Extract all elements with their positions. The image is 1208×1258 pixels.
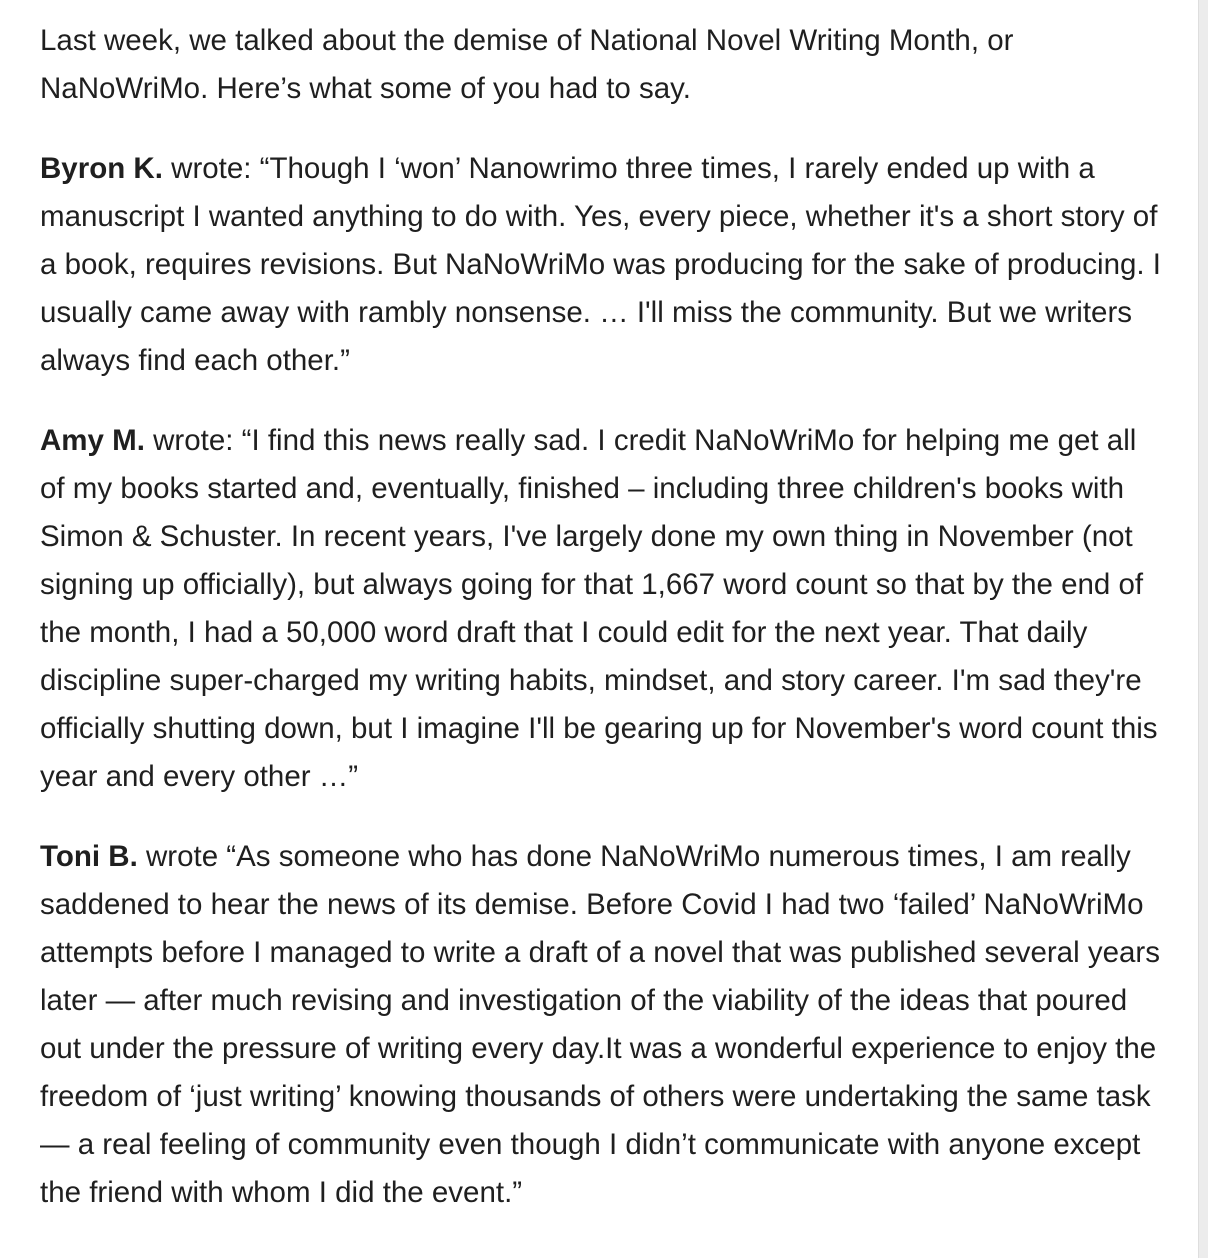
- intro-paragraph: Last week, we talked about the demise of National Novel Writing Month, or NaNoWriMo. Here’s what some of you had to say.: [40, 24, 1014, 105]
- comment-text: wrote “As someone who has done NaNoWriMo numerous times, I am really saddened to hear the news of its demise. Before Covid I had two ‘failed’ NaNoWriMo attempts before I managed to write a draft of a novel that was published several years later — after much revising and investigation of the viability of the ideas that poured out under the pressure of writing every day.It was a wonderful experience to enjoy the freedom of ‘just writing’ knowing thousands of others were undertaking the same task — a real feeling of community even though I didn’t communicate with anyone except the friend with whom I did the event.”: [40, 840, 1160, 1209]
- comment-author: Amy M.: [40, 424, 145, 457]
- comment-author: Byron K.: [40, 152, 163, 185]
- comment-text: wrote: “Though I ‘won’ Nanowrimo three times, I rarely ended up with a manuscript I wanted anything to do with. Yes, every piece, whether it's a short story of a book, requires revisions. But NaNoWriMo was producing for the sake of producing. I usually came away with rambly nonsense. … I'll miss the community. But we writers always find each other.”: [40, 152, 1161, 377]
- comment-paragraph-amy: [40, 417, 1165, 801]
- comment-author: Toni B.: [40, 840, 138, 873]
- article-body: [40, 17, 1165, 1249]
- comment-text: wrote: “I find this news really sad. I credit NaNoWriMo for helping me get all of my books started and, eventually, finished – including three children's books with Simon & Schuster. In recent years, I've largely done my own thing in November (not signing up officially), but always going for that 1,667 word count so that by the end of the month, I had a 50,000 word draft that I could edit for the next year. That daily discipline super-charged my writing habits, mindset, and story career. I'm sad they're officially shutting down, but I imagine I'll be gearing up for November's word count this year and every other …”: [40, 424, 1158, 793]
- vertical-scrollbar[interactable]: [1198, 0, 1208, 1258]
- comment-paragraph-toni: [40, 833, 1165, 1217]
- comment-paragraph-byron: [40, 145, 1165, 385]
